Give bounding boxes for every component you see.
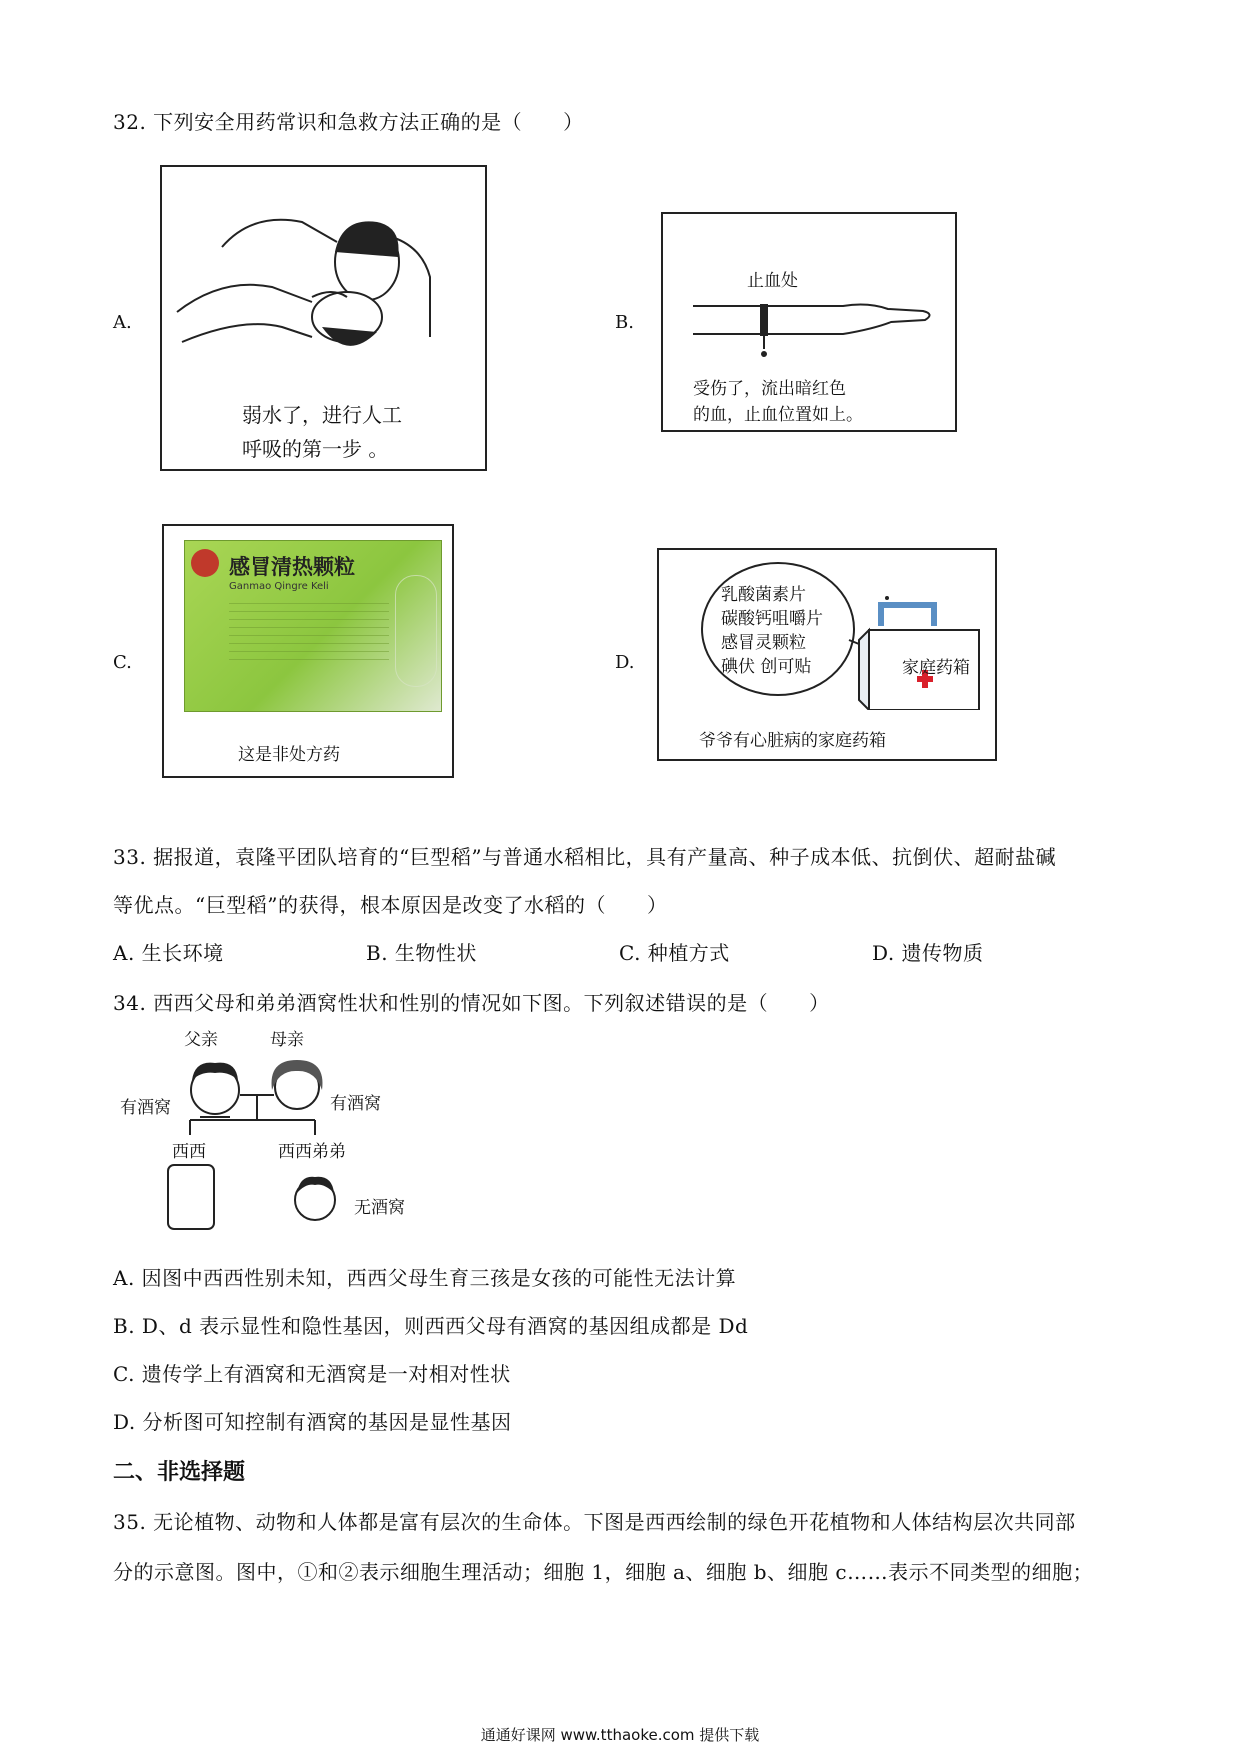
medicine-box — [184, 540, 442, 712]
q32-option-d-image — [657, 548, 997, 761]
q32-option-c-caption: 这是非处方药 — [238, 745, 340, 765]
pedigree-child1-label: 西西 — [172, 1142, 206, 1162]
q34-option-b: B. D、d 表示显性和隐性基因，则西西父母有酒窝的基因组成都是 Dd — [113, 1314, 749, 1338]
q34-option-c: C. 遗传学上有酒窝和无酒窝是一对相对性状 — [113, 1362, 511, 1386]
q32-option-b-label: B. — [615, 312, 634, 333]
kit-label: 家庭药箱 — [902, 658, 970, 678]
q34-pedigree-diagram — [110, 1025, 430, 1240]
q32-option-b-caption-2: 的血，止血位置如上。 — [693, 405, 863, 425]
bubble-item-3: 感冒灵颗粒 — [721, 633, 806, 653]
q33-option-d: D. 遗传物质 — [872, 941, 984, 965]
q32-option-b-caption-1: 受伤了，流出暗红色 — [693, 379, 846, 399]
pedigree-child2-trait: 无酒窝 — [354, 1198, 405, 1218]
q32-stem: 32. 下列安全用药常识和急救方法正确的是（ ） — [113, 110, 584, 134]
q35-line-1: 35. 无论植物、动物和人体都是富有层次的生命体。下图是西西绘制的绿色开花植物和人体结构层次共同部 — [113, 1510, 1076, 1534]
q33-option-c: C. 种植方式 — [619, 941, 730, 965]
bubble-item-4: 碘伏 创可贴 — [721, 657, 812, 677]
bubble-item-2: 碳酸钙咀嚼片 — [721, 609, 823, 629]
medicine-fine-print — [229, 603, 389, 663]
q32-option-a-caption-2: 呼吸的第一步 。 — [242, 437, 389, 461]
medicine-subtitle: Ganmao Qingre Keli — [229, 581, 329, 592]
page-footer: 通通好课网 www.tthaoke.com 提供下载 — [480, 1726, 760, 1744]
q33-option-a: A. 生长环境 — [113, 941, 224, 965]
q32-option-a-label: A. — [113, 312, 132, 333]
pedigree-mother-label: 母亲 — [270, 1030, 304, 1050]
q32-option-c-label: C. — [113, 652, 132, 673]
q32-option-d-caption: 爷爷有心脏病的家庭药箱 — [699, 731, 886, 751]
q32-option-c-image — [162, 524, 454, 778]
q32-option-a-image — [160, 165, 487, 471]
q34-stem: 34. 西西父母和弟弟酒窝性状和性别的情况如下图。下列叙述错误的是（ ） — [113, 991, 830, 1015]
rescue-breathing-illustration — [162, 167, 485, 367]
q32-option-a-caption-1: 弱水了，进行人工 — [242, 403, 402, 427]
pedigree-mother-trait: 有酒窝 — [330, 1094, 381, 1114]
section-2-heading: 二、非选择题 — [113, 1460, 246, 1485]
first-aid-kit-illustration — [659, 550, 995, 710]
q32-option-b-title: 止血处 — [747, 271, 798, 291]
medicine-title: 感冒清热颗粒 — [229, 555, 355, 579]
watermark-seal — [395, 575, 437, 687]
brand-logo-icon — [191, 549, 219, 577]
arm-illustration — [663, 294, 955, 374]
q33-line-1: 33. 据报道，袁隆平团队培育的“巨型稻”与普通水稻相比，具有产量高、种子成本低、抗倒伏、超耐盐碱 — [113, 845, 1057, 869]
pedigree-child2-label: 西西弟弟 — [278, 1142, 346, 1162]
q33-line-2: 等优点。“巨型稻”的获得，根本原因是改变了水稻的（ ） — [113, 893, 668, 917]
q35-line-2: 分的示意图。图中，①和②表示细胞生理活动；细胞 1，细胞 a、细胞 b、细胞 c……表示不同类型的细胞； — [113, 1560, 1094, 1584]
q32-option-b-image — [661, 212, 957, 432]
q34-option-d: D. 分析图可知控制有酒窝的基因是显性基因 — [113, 1410, 512, 1434]
pedigree-father-label: 父亲 — [184, 1030, 218, 1050]
q34-option-a: A. 因图中西西性别未知，西西父母生育三孩是女孩的可能性无法计算 — [113, 1266, 737, 1290]
pedigree-father-trait: 有酒窝 — [120, 1098, 171, 1118]
q33-option-b: B. 生物性状 — [366, 941, 477, 965]
bubble-item-1: 乳酸菌素片 — [721, 585, 806, 605]
q32-option-d-label: D. — [615, 652, 635, 673]
